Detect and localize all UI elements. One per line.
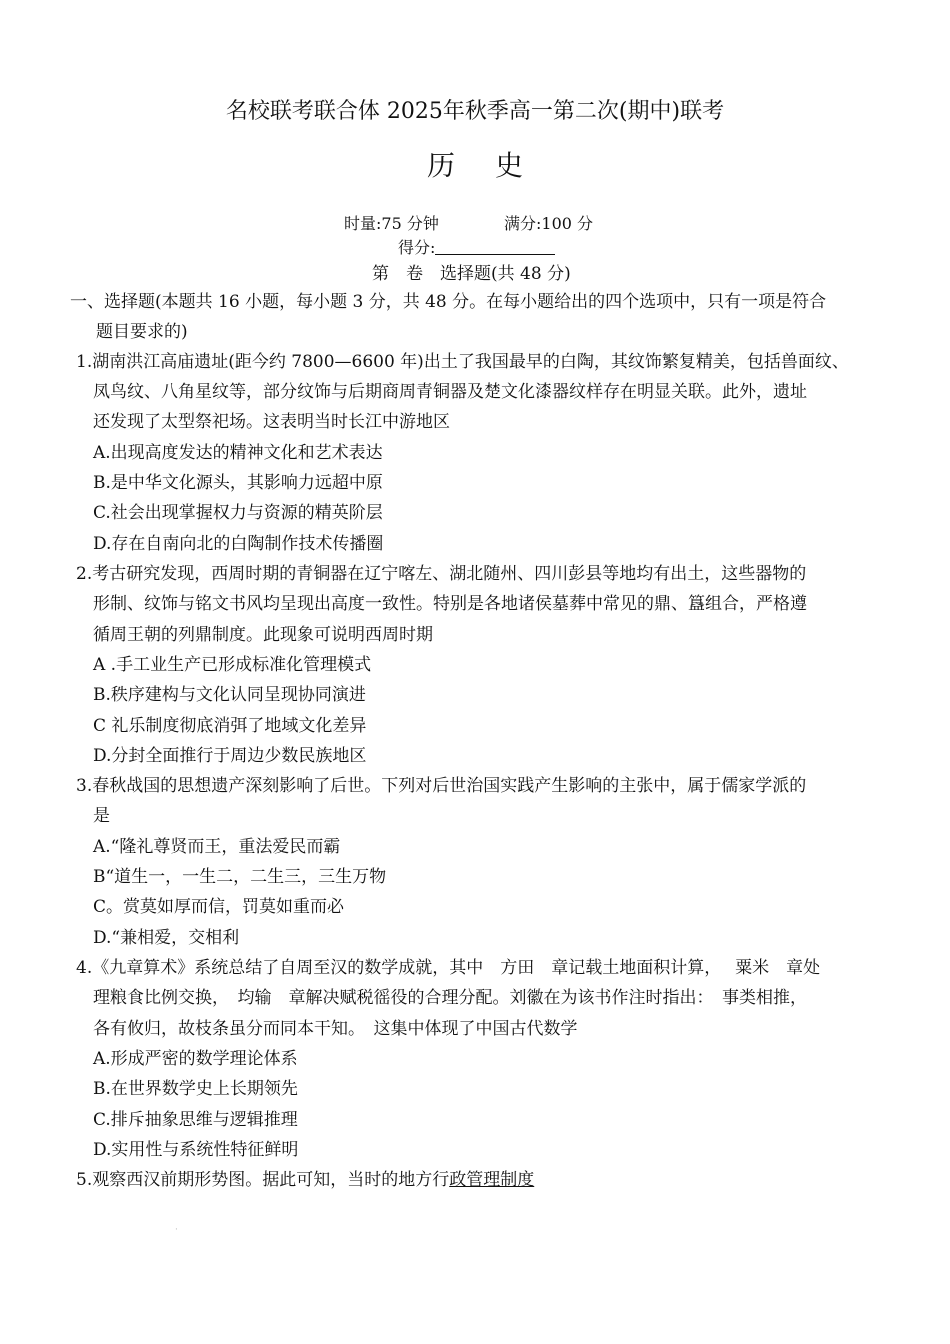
question-4-option-a[interactable]: A.形成严密的数学理论体系 <box>93 1049 298 1069</box>
question-2-option-a[interactable]: A .手工业生产已形成标准化管理模式 <box>93 655 372 675</box>
question-1-option-c[interactable]: C.社会出现掌握权力与资源的精英阶层 <box>93 503 383 523</box>
question-4-stem: 各有攸归，故枝条虽分而同本干知。 这集中体现了中国古代数学 <box>93 1019 578 1039</box>
question-4-stem: 理粮食比例交换， 均输 章解决赋税徭役的合理分配。刘徽在为该书作注时指出： 事类相推， <box>93 988 807 1008</box>
question-5-stem <box>76 1169 534 1191</box>
subject-title: 历史 <box>426 149 563 182</box>
question-4-option-d[interactable]: D.实用性与系统性特征鲜明 <box>93 1140 299 1160</box>
question-1-option-b[interactable]: B.是中华文化源头，其影响力远超中原 <box>93 473 383 493</box>
time-label: 时量:75 分钟 <box>344 214 439 233</box>
question-5-underlined-text: 政管理制度 <box>449 1170 535 1190</box>
question-4-stem: 4.《九章算术》系统总结了自周至汉的数学成就，其中 方田 章记载土地面积计算， 粟米 章处 <box>76 958 821 978</box>
question-4-option-b[interactable]: B.在世界数学史上长期领先 <box>93 1079 298 1099</box>
full-score-label: 满分:100 分 <box>504 214 594 233</box>
question-2-stem: 形制、纹饰与铭文书风均呈现出高度一致性。特别是各地诸侯墓葬中常见的鼎、簋组合，严格遵 <box>93 594 807 614</box>
question-1-option-d[interactable]: D.存在自南向北的白陶制作技术传播圈 <box>93 534 384 554</box>
score-blank-line <box>435 238 555 255</box>
question-1-option-a[interactable]: A.出现高度发达的精神文化和艺术表达 <box>93 443 383 463</box>
score-field <box>398 235 555 258</box>
question-2-stem: 循周王朝的列鼎制度。此现象可说明西周时期 <box>93 625 433 645</box>
question-3-option-a[interactable]: A.“隆礼尊贤而王，重法爱民而霸 <box>93 837 341 857</box>
score-label: 得分: <box>398 238 436 257</box>
question-4-option-c[interactable]: C.排斥抽象思维与逻辑推理 <box>93 1110 298 1130</box>
question-3-option-c[interactable]: C。赏莫如厚而信，罚莫如重而必 <box>93 897 345 917</box>
question-5-stem-text: 5.观察西汉前期形势图。据此可知，当时的地方行 <box>76 1170 450 1190</box>
question-3-stem: 是 <box>93 806 110 826</box>
question-1-stem: 还发现了太型祭祀场。这表明当时长江中游地区 <box>93 412 450 432</box>
question-2-option-d[interactable]: D.分封全面推行于周边少数民族地区 <box>93 746 367 766</box>
question-2-option-b[interactable]: B.秩序建构与文化认同呈现协同演进 <box>93 685 366 705</box>
question-3-option-b[interactable]: B“道生一，一生二，二生三，三生万物 <box>93 867 387 887</box>
instruction-line: 题目要求的) <box>96 322 188 342</box>
question-2-stem: 2.考古研究发现，西周时期的青铜器在辽宁喀左、湖北随州、四川彭县等地均有出土，这些器物的 <box>76 564 807 584</box>
question-2-option-c[interactable]: C 礼乐制度彻底消弭了地域文化差异 <box>93 716 367 736</box>
question-1-stem: 1.湖南洪江高庙遗址(距今约 7800—6600 年)出土了我国最早的白陶，其纹饰繁复精美，包括兽面纹、 <box>76 352 849 372</box>
instruction-line: 一、选择题(本题共 16 小题，每小题 3 分，共 48 分。在每小题给出的四个选项中，只有一项是符合 <box>70 292 827 312</box>
question-3-stem: 3.春秋战国的思想遗产深刻影响了后世。下列对后世治国实践产生影响的主张中，属于儒家学派的 <box>76 776 807 796</box>
exam-title: 名校联考联合体 2025年秋季高一第二次(期中)联考 <box>225 99 725 124</box>
section-title: 第 卷 选择题(共 48 分) <box>372 264 571 284</box>
scan-speck: · <box>175 1225 178 1235</box>
question-3-option-d[interactable]: D.“兼相爱，交相利 <box>93 928 240 948</box>
question-1-stem: 凤鸟纹、八角星纹等，部分纹饰与后期商周青铜器及楚文化漆器纹样存在明显关联。此外，遗址 <box>93 382 807 402</box>
